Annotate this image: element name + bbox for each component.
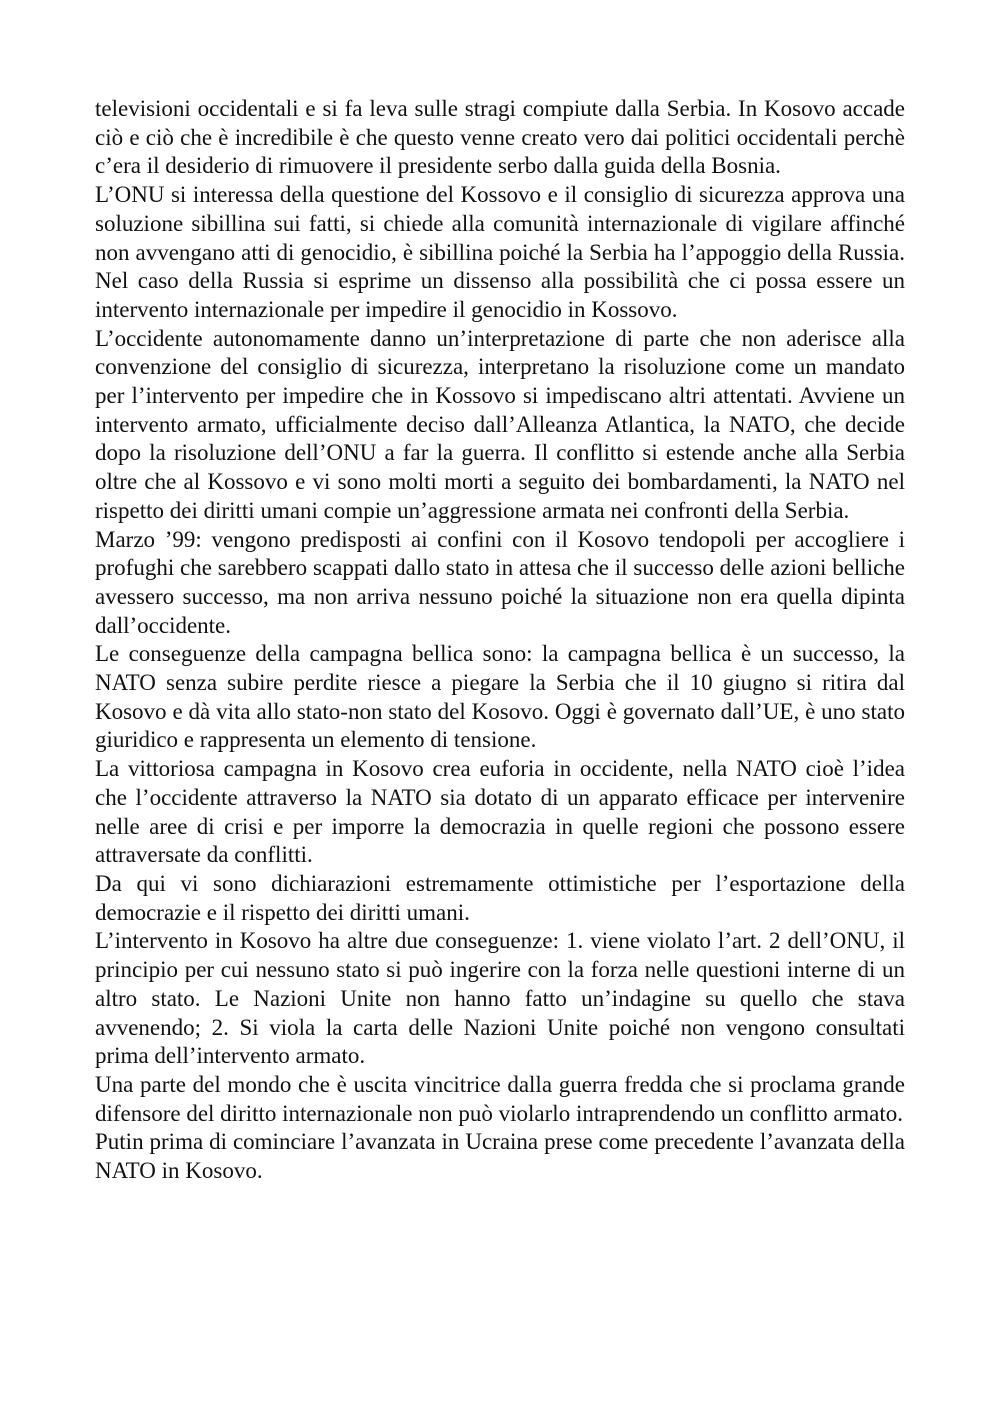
paragraph: televisioni occidentali e si fa leva sulle stragi compiute dalla Serbia. In Kosovo accade ciò e ciò che è incredibile è che questo venne creato vero dai politici occidentali perchè c’era il desiderio di rimuovere il presidente serbo dalla guida della Bosnia. [95, 96, 905, 179]
paragraph: L’occidente autonomamente danno un’interpretazione di parte che non aderisce alla convenzione del consiglio di sicurezza, interpretano la risoluzione come un mandato per l’intervento per impedire che in Kossovo si impediscano altri attentati. Avviene un intervento armato, ufficialmente deciso dall’Alleanza Atlantica, la NATO, che decide dopo la risoluzione dell’ONU a far la guerra. Il conflitto si estende anche alla Serbia oltre che al Kossovo e vi sono molti morti a seguito dei bombardamenti, la NATO nel rispetto dei diritti umani compie un’aggressione armata nei confronti della Serbia. [95, 325, 905, 523]
paragraph: L’ONU si interessa della questione del Kossovo e il consiglio di sicurezza approva una soluzione sibillina sui fatti, si chiede alla comunità internazionale di vigilare affinché non avvengano atti di genocidio, è sibillina poiché la Serbia ha l’appoggio della Russia. Nel caso della Russia si esprime un dissenso alla possibilità che ci possa essere un intervento internazionale per impedire il genocidio in Kossovo. [95, 182, 905, 322]
paragraph: Da qui vi sono dichiarazioni estremamente ottimistiche per l’esportazione della democrazie e il rispetto dei diritti umani. [95, 870, 905, 925]
paragraph: L’intervento in Kosovo ha altre due conseguenze: 1. viene violato l’art. 2 dell’ONU, il principio per cui nessuno stato si può ingerire con la forza nelle questioni interne di un altro stato. Le Nazioni Unite non hanno fatto un’indagine su quello che stava avvenendo; 2. Si viola la carta delle Nazioni Unite poiché non vengono consultati prima dell’intervento armato. [95, 928, 905, 1069]
paragraph: Le conseguenze della campagna bellica sono: la campagna bellica è un successo, la NATO senza subire perdite riesce a piegare la Serbia che il 10 giugno si ritira dal Kosovo e dà vita allo stato-non stato del Kosovo. Oggi è governato dall’UE, è uno stato giuridico e rappresenta un elemento di tensione. [95, 641, 905, 753]
paragraph: Marzo ’99: vengono predisposti ai confini con il Kosovo tendopoli per accogliere i profughi che sarebbero scappati dallo stato in attesa che il successo delle azioni belliche avessero successo, ma non arriva nessuno poiché la situazione non era quella dipinta dall’occidente. [95, 526, 905, 638]
paragraph: La vittoriosa campagna in Kosovo crea euforia in occidente, nella NATO cioè l’idea che l’occidente attraverso la NATO sia dotato di un apparato efficace per intervenire nelle aree di crisi e per imporre la democrazia in quelle regioni che possono essere attraversate da conflitti. [95, 756, 905, 868]
document-page [95, 95, 905, 1186]
paragraph: Una parte del mondo che è uscita vincitrice dalla guerra fredda che si proclama grande difensore del diritto internazionale non può violarlo intraprendendo un conflitto armato. [95, 1071, 905, 1126]
paragraph: Putin prima di cominciare l’avanzata in Ucraina prese come precedente l’avanzata della NATO in Kosovo. [95, 1129, 905, 1184]
